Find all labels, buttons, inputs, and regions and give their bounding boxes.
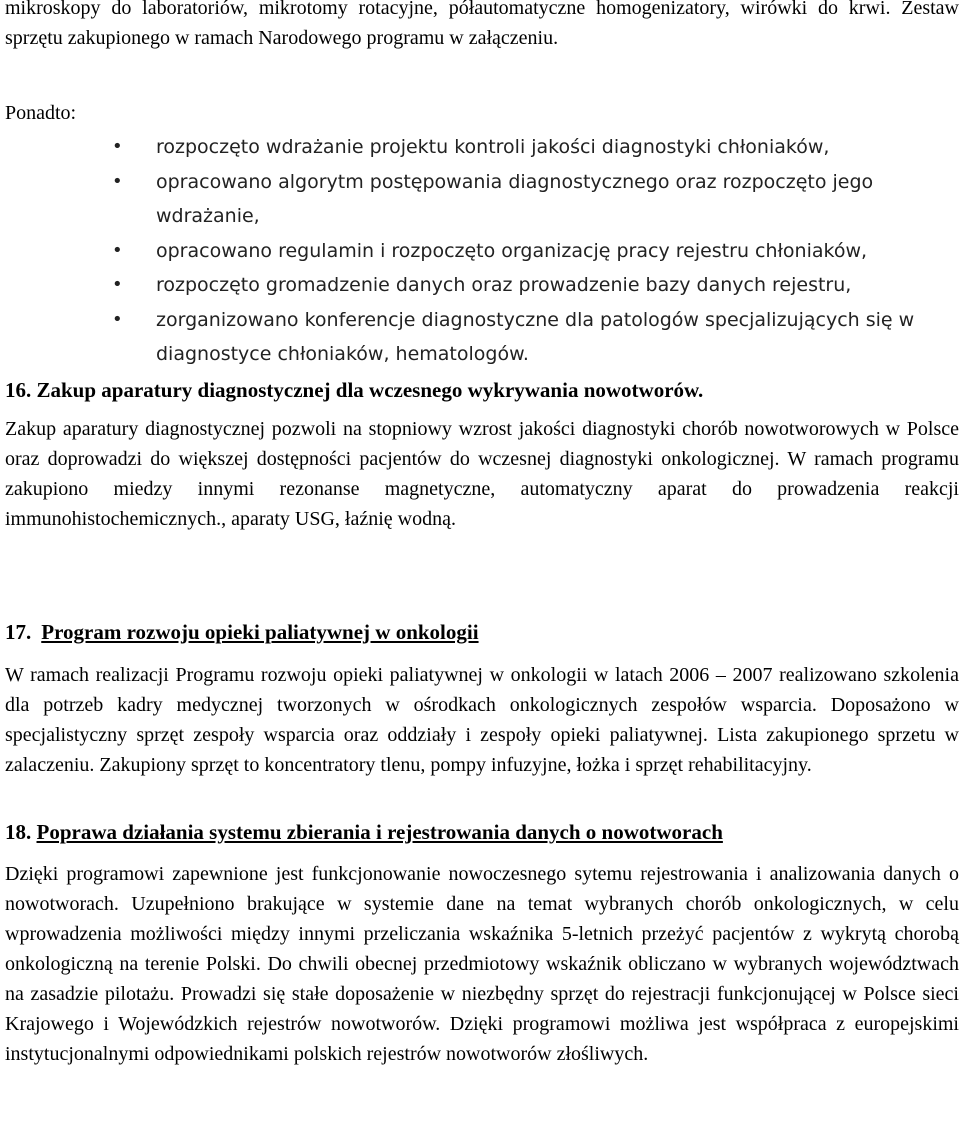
section-title: Poprawa działania systemu zbierania i rejestrowania danych o nowotworach xyxy=(36,820,723,844)
section-number: 17. xyxy=(5,620,32,644)
list-item-text: opracowano regulamin i rozpoczęto organizację pracy rejestru chłoniaków, xyxy=(156,239,868,262)
list-item-text: rozpoczęto wdrażanie projektu kontroli jakości diagnostyki chłoniaków, xyxy=(156,136,830,158)
bullet-icon: • xyxy=(112,170,123,192)
list-item xyxy=(0,234,931,269)
list-item xyxy=(0,268,931,303)
intro-paragraph: mikroskopy do laboratoriów, mikrotomy rotacyjne, półautomatyczne homogenizatory, wirówki do krwi. Zestaw sprzętu zakupionego w ramach Narodowego programu w załączeniu. xyxy=(5,0,959,49)
section-number: 18. xyxy=(5,820,32,844)
section-title: Program rozwoju opieki paliatywnej w onkologii xyxy=(41,620,479,644)
list-item xyxy=(0,303,931,372)
ponadto-label: Ponadto: xyxy=(5,102,77,124)
list-item xyxy=(0,130,931,165)
section-18-heading xyxy=(5,817,723,847)
section-18-paragraph: Dzięki programowi zapewnione jest funkcjonowanie nowoczesnego sytemu rejestrowania i analizowania danych o nowotworach. Uzupełniono brakujące w systemie dane na temat wybranych chorób onkologicznych, w celu wprowadzenia możliwości między innymi przeliczania wskaźnika 5-letnich przeżyć pacjentów z wykrytą chorobą onkologiczną na terenie Polski. Do chwili obecnej przedmiotowy wskaźnik obliczano w wybranych województwach na zasadzie pilotażu. Prowadzi się stałe doposażenie w niezbędny sprzęt do rejestracji funkcjonującej w Polsce sieci Krajowego i Wojewódzkich rejestrów nowotworów. Dzięki programowi możliwa jest współpraca z europejskimi instytucjonalnymi odpowiednikami polskich rejestrów nowotworów złośliwych. xyxy=(5,863,959,1065)
list-item xyxy=(0,165,931,234)
list-item-text: opracowano algorytm postępowania diagnostycznego oraz rozpoczęto jego wdrażanie, xyxy=(156,170,874,227)
section-16-paragraph: Zakup aparatury diagnostycznej pozwoli na stopniowy wzrost jakości diagnostyki chorób nowotworowych w Polsce oraz doprowadzi do większej dostępności pacjentów do wczesnej diagnostyki onkologicznej. W ramach programu zakupiono miedzy innymi rezonanse magnetyczne, automatyczny aparat do prowadzenia reakcji immunohistochemicznych., aparaty USG, łaźnię wodną. xyxy=(5,418,959,530)
bullet-icon: • xyxy=(112,274,123,295)
bullet-icon: • xyxy=(112,239,123,261)
list-item-text: zorganizowano konferencje diagnostyczne dla patologów specjalizujących się w diagnostyce chłoniaków, hematologów. xyxy=(156,308,915,365)
section-17-paragraph: W ramach realizacji Programu rozwoju opieki paliatywnej w onkologii w latach 2006 – 2007 realizowano szkolenia dla potrzeb kadry medycznej tworzonych w ośrodkach onkologicznych zespołów wsparcia. Doposażono w specjalistyczny sprzęt zespoły wsparcia oraz oddziały i zespoły opieki paliatywnej. Lista zakupionego sprzetu w zalaczeniu. Zakupiony sprzęt to koncentratory tlenu, pompy infuzyjne, łożka i sprzęt rehabilitacyjny. xyxy=(5,664,959,776)
achievements-list xyxy=(0,130,960,372)
bullet-icon: • xyxy=(112,136,123,157)
section-17-heading xyxy=(5,617,479,647)
bullet-icon: • xyxy=(112,308,123,330)
section-16-heading: 16. Zakup aparatury diagnostycznej dla wczesnego wykrywania nowotworów. xyxy=(5,378,704,402)
list-item-text: rozpoczęto gromadzenie danych oraz prowadzenie bazy danych rejestru, xyxy=(156,274,852,296)
